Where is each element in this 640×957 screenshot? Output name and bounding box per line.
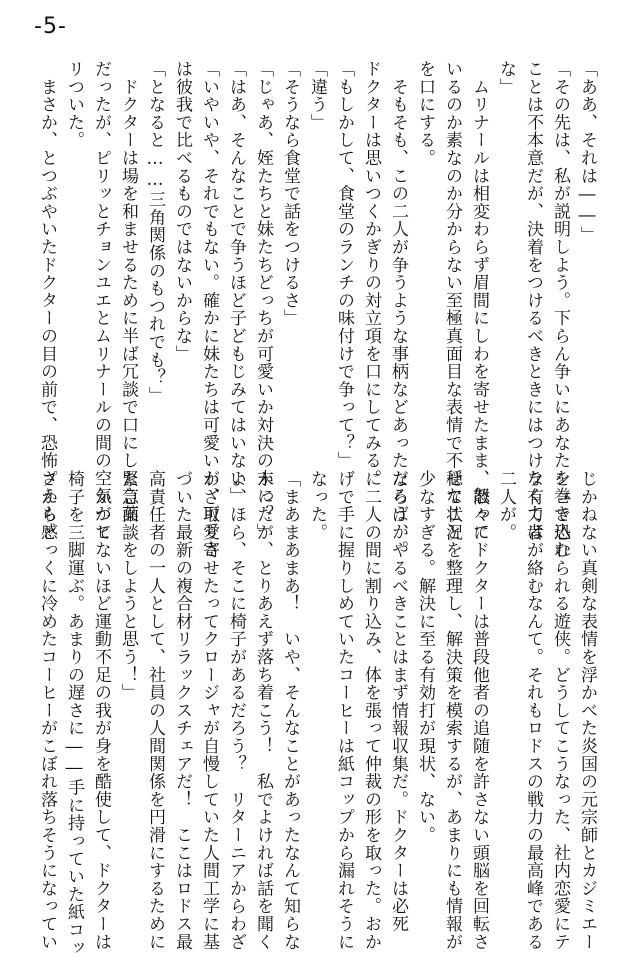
text-line: 緊急面談をしようと思う！」 — [118, 470, 138, 702]
text-line: に二人の間に割り込み、体を張って仲裁の形を取った。おか — [361, 470, 381, 951]
text-line: ドクターは思いつくかぎりの対立項を口にしてみる。 — [361, 60, 381, 488]
text-line: 二人が。 — [496, 470, 516, 542]
text-line: 「その先は、私が説明しよう。下らん争いにあなたを巻き込む — [550, 60, 570, 559]
text-line: 少なすぎる。解決に至る有効打が現状、ない。 — [415, 470, 435, 844]
text-line: 「となると……三角関係のもつれでも？」 — [145, 60, 165, 405]
text-line: な」 — [496, 60, 516, 96]
text-line: まさか、とつぶやいたドクターの目の前で、恐怖さえも感 — [37, 60, 57, 541]
text-line: だったが、ピリッとチョンユエとムリナールの間の空気がヒ — [91, 60, 111, 541]
page-number: -5- — [34, 14, 67, 39]
text-line: ことは不本意だが、決着をつけるべきときにはつけなくては — [523, 60, 543, 541]
text-line: なった。 — [307, 470, 327, 542]
text-line: を口にする。 — [415, 60, 435, 167]
text-line: づいた最新の複合材リラックスチェアだ！ ここはロドス最 — [172, 470, 192, 951]
text-line: 「はあ、そんなことで争うほど子どもじみてはいない」 — [226, 60, 246, 505]
text-line: げで手に握りしめていたコーヒーは紙コップから漏れそうに — [334, 470, 354, 951]
text-line: 「そうなら食堂で話をつけるさ」 — [280, 60, 300, 327]
text-line: そもそも、この二人が争うような事柄などあっただろうか。 — [388, 60, 408, 559]
text-line: よ、ほら、そこに椅子があるだろう？ リターニアからわざ — [226, 470, 246, 951]
text-line: 「ああ、それは――」 — [577, 60, 597, 244]
text-line: は彼我で比べるものではないからな」 — [172, 60, 192, 363]
text-line: 椅子を三脚運ぶ。あまりの遅さに――手に持っていた紙コッ — [64, 470, 84, 957]
text-line: 「もしかして、食堂のランチの味付けで争って？」 — [334, 60, 354, 470]
text-line: じかねない真剣な表情を浮かべた炎国の元宗師とカジミエー — [577, 470, 597, 951]
text-line: 「いやいや、それでもない。確かに妹たちは可愛いが、可愛さ — [199, 60, 219, 559]
text-line: ラ有力者が絡むなんて。それもロドスの戦力の最高峰である — [523, 470, 543, 951]
text-line: ならば、やるべきことはまず情報収集だ。ドクターは必死 — [388, 470, 408, 933]
text-line: 「まあまあまあ！ いや、そんなことがあったなんて知らな — [280, 470, 300, 951]
text-line: 高責任者の一人として、社員の人間関係を円滑にするために — [145, 470, 165, 951]
text-line: シュで恐れられる遊侠。どうしてこうなった、社内恋愛にテ — [550, 470, 570, 951]
text-line: ムリナールは相変わらず眉間にしわを寄せたまま、怒って — [469, 60, 489, 541]
text-line: いるのか素なのか分からない至極真面目な表情で不穏なこと — [442, 60, 462, 541]
text-line: 「じゃあ、姪たちと妹たちどっちが可愛いか対決の末に？」 — [253, 60, 273, 541]
text-line: リついた。 — [64, 60, 84, 149]
text-line: プからとっくに冷めたコーヒーがこぼれ落ちそうになってい — [37, 470, 57, 951]
text-line: せて状況を整理し、解決策を模索するが、あまりにも情報が — [442, 470, 462, 951]
text-line: 「違う」 — [307, 60, 327, 132]
text-line: ドクターは場を和ませるために半ば冗談で口にした言葉 — [118, 60, 138, 523]
text-line: 散々にドクターは普段他者の追随を許さない頭脳を回転さ — [469, 470, 489, 951]
text-line: わざ取り寄せたってクロージャが自慢していた人間工学に基 — [199, 470, 219, 951]
text-line: かったが、とりあえず落ち着こう！ 私でよければ話を聞く — [253, 470, 273, 951]
text-line: かつてないほど運動不足の我が身を酷使して、ドクターは — [91, 470, 111, 951]
lower-text-block — [37, 470, 600, 957]
